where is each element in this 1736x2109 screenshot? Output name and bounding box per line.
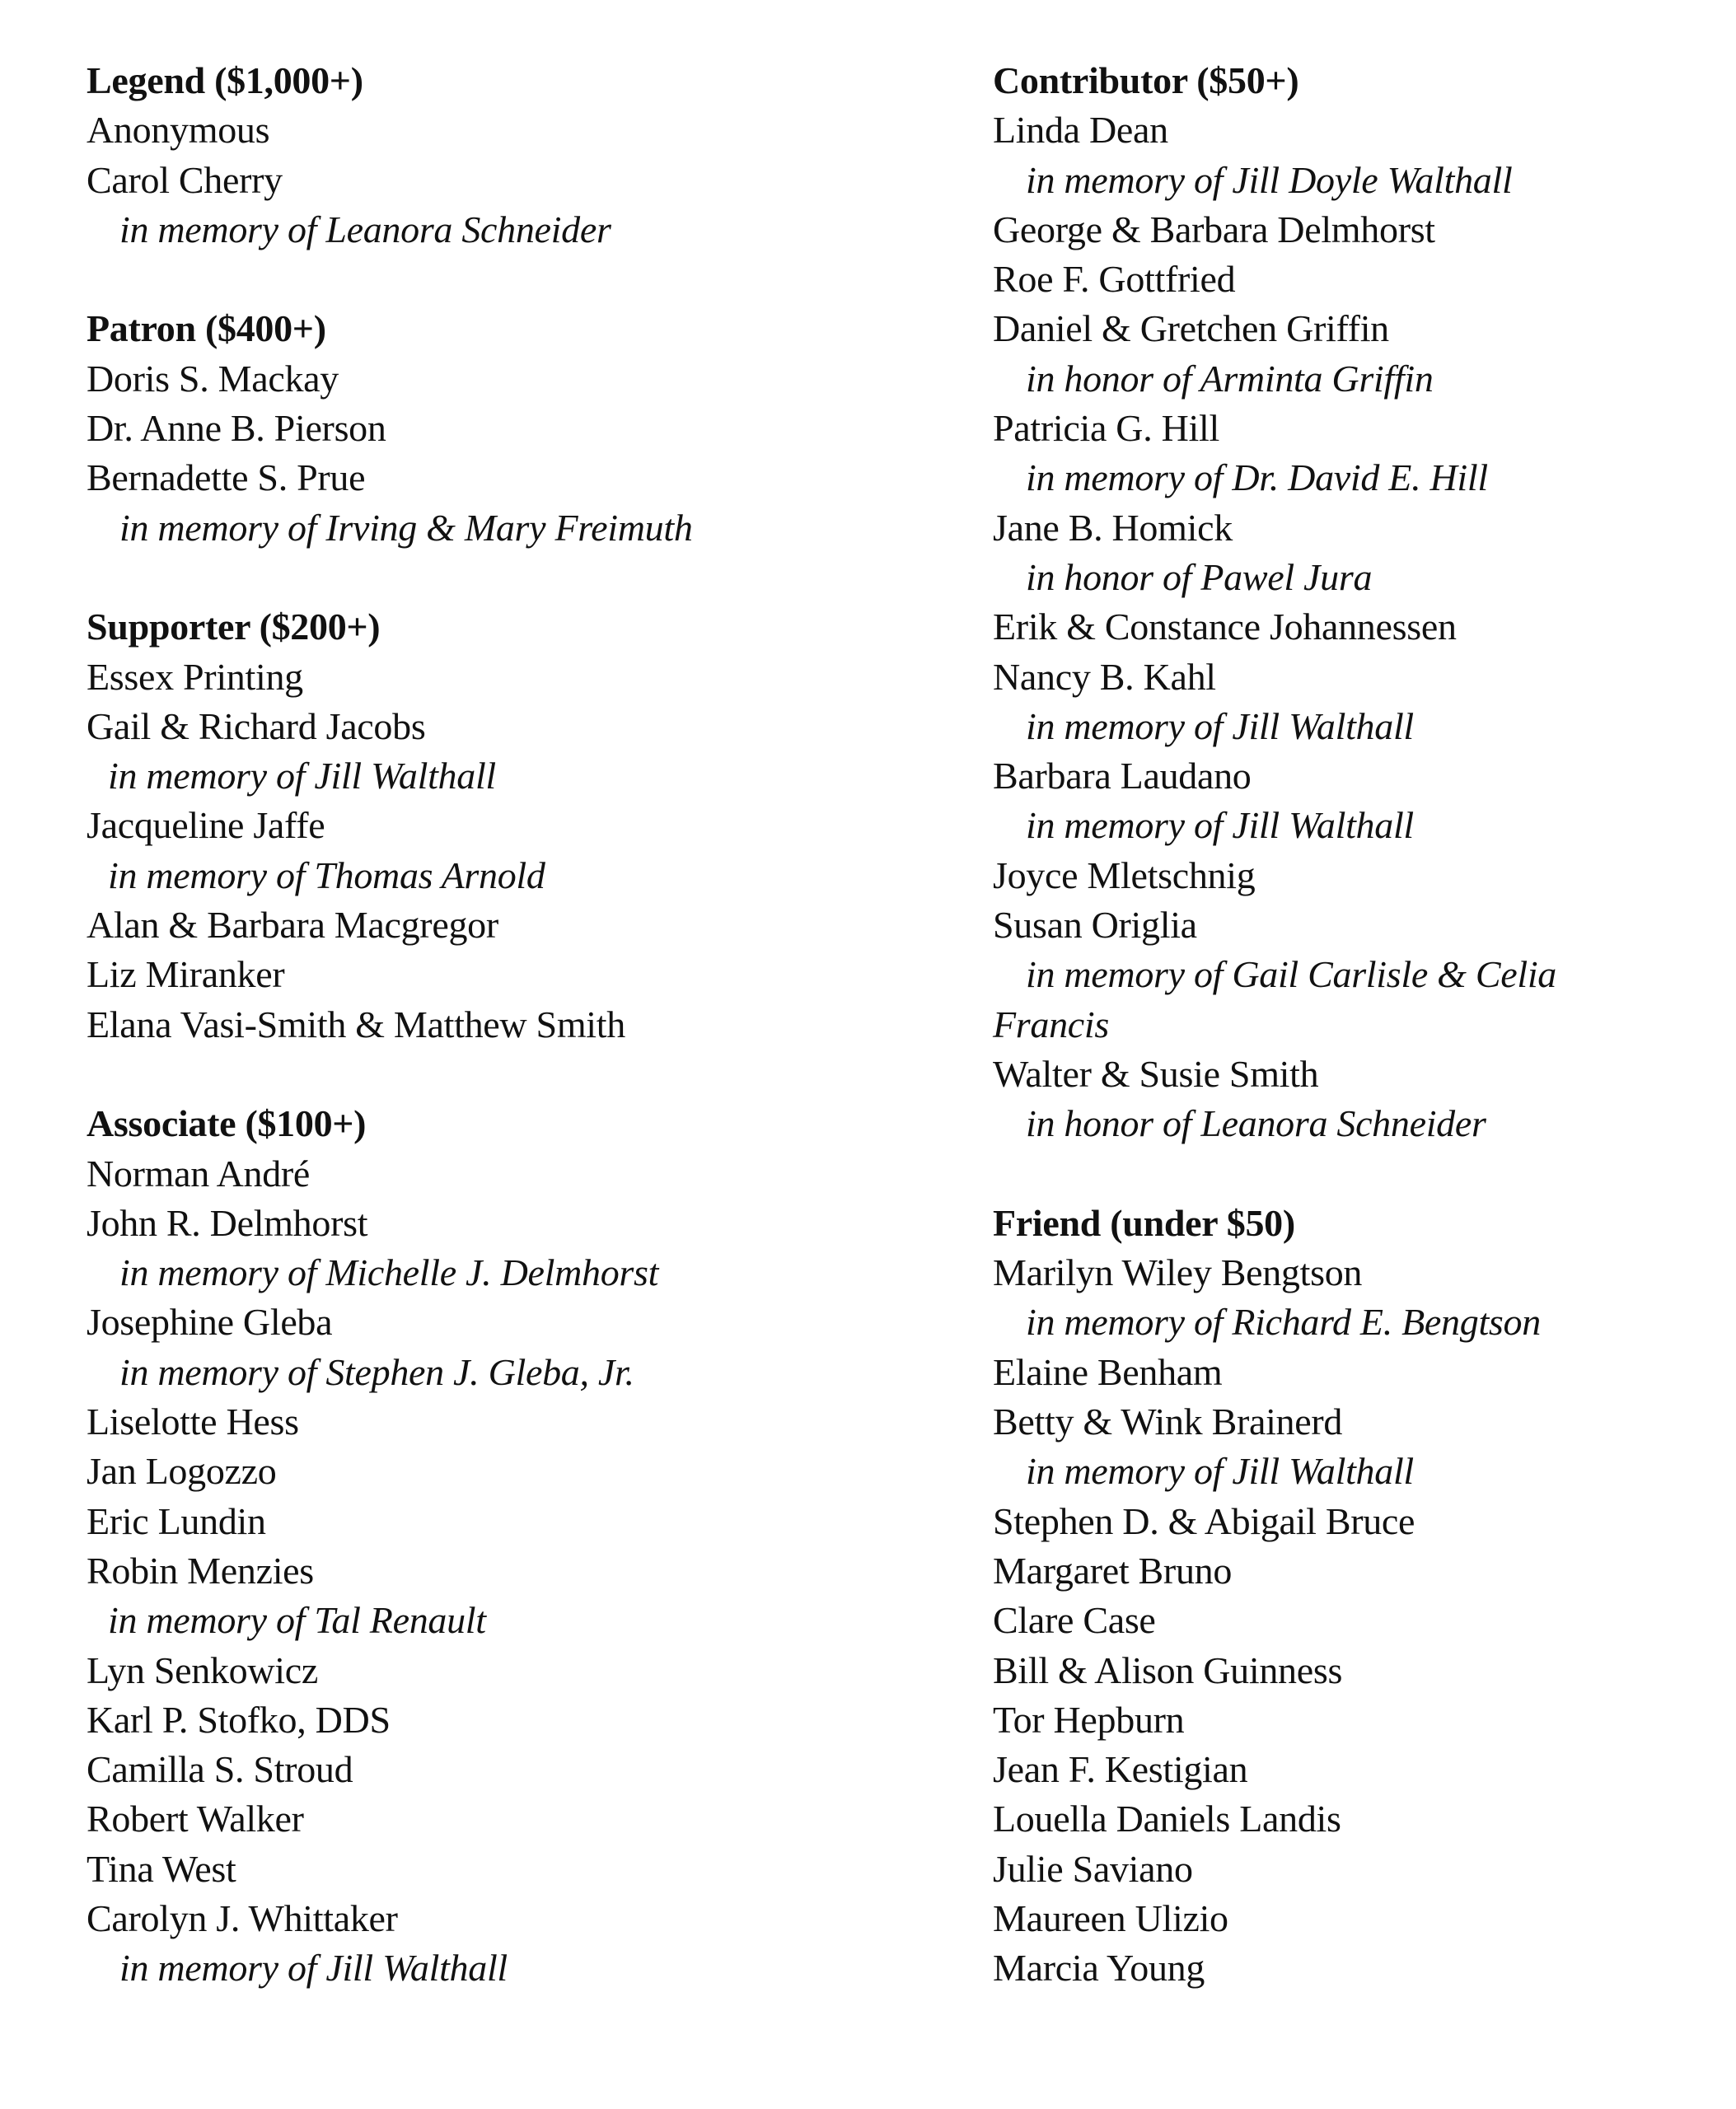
dedication-note: in memory of Tal Renault <box>108 1599 486 1642</box>
donor-name: Alan & Barbara Macgregor <box>87 904 498 947</box>
donor-name: Patricia G. Hill <box>993 407 1219 450</box>
left-column <box>87 56 910 1994</box>
right-column <box>993 56 1718 1994</box>
donor-tier-section <box>87 1099 910 1993</box>
donor-name: Maureen Ulizio <box>993 1896 1228 1939</box>
dedication-note: in honor of Arminta Griffin <box>1026 357 1434 400</box>
tier-heading: Associate ($100+) <box>87 1102 367 1145</box>
section-spacer <box>87 553 910 602</box>
dedication-note: in honor of Leanora Schneider <box>1026 1102 1486 1145</box>
dedication-note: in memory of Irving & Mary Freimuth <box>119 506 693 549</box>
donor-name: Liz Miranker <box>87 953 285 996</box>
donor-name: John R. Delmhorst <box>87 1201 368 1244</box>
donor-tier-section <box>87 602 910 1050</box>
donor-name: Norman André <box>87 1152 311 1195</box>
dedication-note: in memory of Gail Carlisle & Celia <box>1026 953 1556 996</box>
donor-name: Roe F. Gottfried <box>993 258 1236 301</box>
donor-tier-section <box>993 56 1718 1149</box>
tier-heading: Supporter ($200+) <box>87 606 381 648</box>
donor-name: Karl P. Stofko, DDS <box>87 1698 391 1741</box>
donor-name: George & Barbara Delmhorst <box>993 208 1435 250</box>
donor-name: Robin Menzies <box>87 1549 314 1592</box>
donor-name: Eric Lundin <box>87 1499 266 1542</box>
donor-name: Lyn Senkowicz <box>87 1648 318 1691</box>
donor-name: Gail & Richard Jacobs <box>87 704 426 747</box>
donor-name: Elaine Benham <box>993 1350 1223 1393</box>
donor-name: Carol Cherry <box>87 158 283 201</box>
donor-name: Liselotte Hess <box>87 1401 299 1443</box>
donor-name: Nancy B. Kahl <box>993 655 1216 698</box>
donor-name: Marcia Young <box>993 1947 1205 1990</box>
donor-name: Carolyn J. Whittaker <box>87 1896 398 1939</box>
donor-name: Julie Saviano <box>993 1847 1193 1890</box>
dedication-note: in honor of Pawel Jura <box>1026 555 1373 598</box>
dedication-note: in memory of Jill Walthall <box>1026 704 1414 747</box>
section-spacer <box>87 255 910 304</box>
donor-tier-section <box>87 304 910 552</box>
dedication-note: in memory of Jill Walthall <box>1026 1450 1414 1493</box>
donor-name: Linda Dean <box>993 109 1168 152</box>
donor-name: Tor Hepburn <box>993 1698 1185 1741</box>
donor-name: Bill & Alison Guinness <box>993 1648 1343 1691</box>
donor-name: Elana Vasi-Smith & Matthew Smith <box>87 1003 625 1045</box>
tier-heading: Friend (under $50) <box>993 1201 1295 1244</box>
donor-tier-section <box>993 1199 1718 1994</box>
donor-name: Margaret Bruno <box>993 1549 1233 1592</box>
dedication-note: in memory of Jill Doyle Walthall <box>1026 158 1513 201</box>
donor-name: Dr. Anne B. Pierson <box>87 407 386 450</box>
dedication-note: in memory of Leanora Schneider <box>119 208 611 250</box>
donor-name: Jan Logozzo <box>87 1450 277 1493</box>
donor-name: Jean F. Kestigian <box>993 1748 1248 1791</box>
donor-name: Clare Case <box>993 1599 1156 1642</box>
dedication-note: in memory of Jill Walthall <box>1026 804 1414 847</box>
donor-name: Erik & Constance Johannessen <box>993 606 1457 648</box>
dedication-note-continuation: Francis <box>993 1003 1109 1045</box>
donor-name: Tina West <box>87 1847 236 1890</box>
dedication-note: in memory of Michelle J. Delmhorst <box>119 1251 659 1294</box>
donor-name: Marilyn Wiley Bengtson <box>993 1251 1363 1294</box>
donor-name: Doris S. Mackay <box>87 357 339 400</box>
dedication-note: in memory of Richard E. Bengtson <box>1026 1301 1541 1344</box>
donor-name: Walter & Susie Smith <box>993 1052 1319 1095</box>
donor-tier-section <box>87 56 910 255</box>
dedication-note: in memory of Dr. David E. Hill <box>1026 456 1488 499</box>
donor-name: Barbara Laudano <box>993 755 1252 797</box>
donor-name: Essex Printing <box>87 655 303 698</box>
donor-name: Susan Origlia <box>993 904 1197 947</box>
tier-heading: Patron ($400+) <box>87 307 326 350</box>
donor-name: Jacqueline Jaffe <box>87 804 325 847</box>
section-spacer <box>87 1050 910 1099</box>
tier-heading: Legend ($1,000+) <box>87 59 363 101</box>
donor-name: Josephine Gleba <box>87 1301 333 1344</box>
donor-name: Anonymous <box>87 109 270 152</box>
dedication-note: in memory of Thomas Arnold <box>108 853 545 896</box>
donor-name: Stephen D. & Abigail Bruce <box>993 1499 1415 1542</box>
donor-name: Joyce Mletschnig <box>993 853 1256 896</box>
section-spacer <box>993 1149 1718 1199</box>
donor-name: Betty & Wink Brainerd <box>993 1401 1343 1443</box>
dedication-note: in memory of Stephen J. Gleba, Jr. <box>119 1350 634 1393</box>
donor-name: Robert Walker <box>87 1798 304 1840</box>
donor-name: Bernadette S. Prue <box>87 456 366 499</box>
dedication-note: in memory of Jill Walthall <box>119 1947 508 1990</box>
donor-name: Camilla S. Stroud <box>87 1748 353 1791</box>
dedication-note: in memory of Jill Walthall <box>108 755 496 797</box>
donor-name: Daniel & Gretchen Griffin <box>993 307 1389 350</box>
donor-name: Jane B. Homick <box>993 506 1233 549</box>
tier-heading: Contributor ($50+) <box>993 59 1299 101</box>
donor-name: Louella Daniels Landis <box>993 1798 1341 1840</box>
